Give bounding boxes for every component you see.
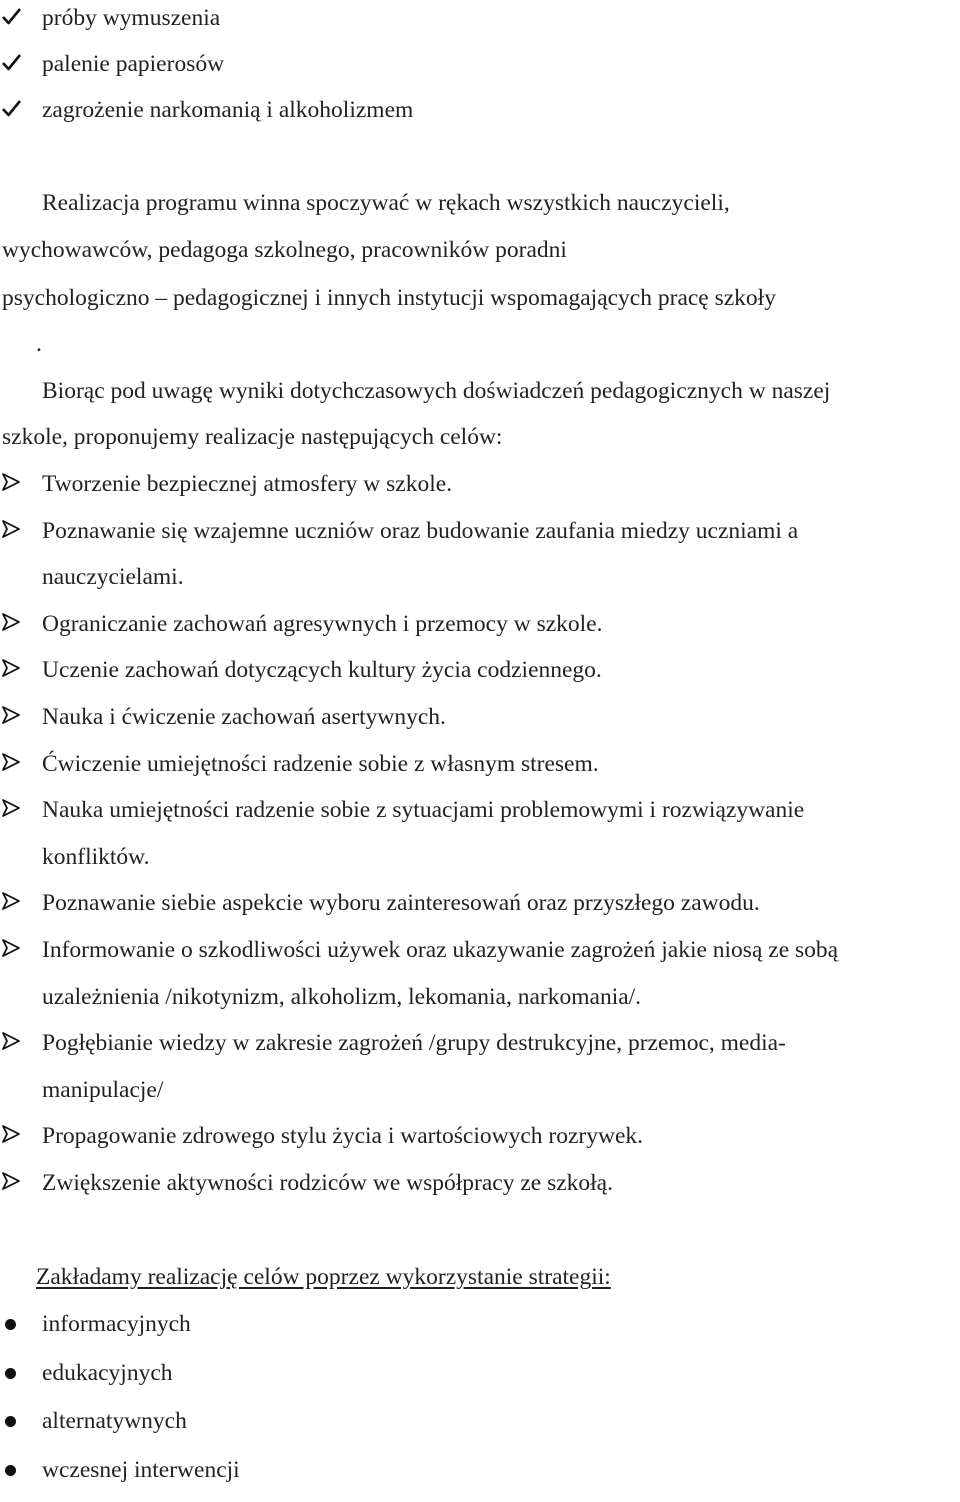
goal-item (0, 795, 960, 842)
checkmark-icon (0, 5, 26, 31)
goal-text: nauczycielami. (42, 564, 184, 591)
arrow-bullet-icon (0, 1123, 26, 1149)
paragraph-line (0, 422, 960, 469)
bullet-icon (5, 1465, 16, 1476)
goal-text: Propagowanie zdrowego stylu życia i wartościowych rozrywek. (42, 1123, 644, 1150)
bullet-icon (5, 1319, 16, 1330)
arrow-bullet-icon (0, 518, 26, 544)
bullet-icon (5, 1368, 16, 1379)
goal-item-continuation (0, 562, 960, 609)
goal-text: Tworzenie bezpiecznej atmosfery w szkole. (42, 471, 453, 497)
goal-item (0, 935, 960, 982)
strategy-item (0, 1358, 960, 1405)
goal-item-continuation (0, 1075, 960, 1122)
checkmark-icon (0, 51, 26, 77)
paragraph-text: Realizacja programu winna spoczywać w rękach wszystkich nauczycieli, (42, 190, 730, 216)
strategies-heading: Zakładamy realizację celów poprzez wykorzystanie strategii: (36, 1264, 611, 1290)
goal-item-continuation (0, 982, 960, 1029)
checklist-item (0, 95, 960, 142)
arrow-bullet-icon (0, 704, 26, 730)
goal-item (0, 609, 960, 656)
goal-item (0, 1121, 960, 1168)
checkmark-icon (0, 97, 26, 123)
checklist-item-text: palenie papierosów (42, 51, 225, 77)
goal-item (0, 1028, 960, 1075)
arrow-bullet-icon (0, 471, 26, 497)
paragraph-line (0, 329, 960, 376)
paragraph-text: . (36, 331, 42, 357)
goal-text: manipulacje/ (42, 1076, 164, 1103)
goal-text: Ograniczanie zachowań agresywnych i przemocy w szkole. (42, 610, 603, 637)
checklist-item-text: zagrożenie narkomanią i alkoholizmem (42, 97, 414, 123)
goal-item (0, 655, 960, 702)
checklist-item (0, 3, 960, 50)
strategy-text: informacyjnych (42, 1311, 191, 1337)
checklist-item-text: próby wymuszenia (42, 5, 221, 31)
bullet-icon (5, 1416, 16, 1427)
arrow-bullet-icon (0, 1170, 26, 1196)
paragraph-text: Biorąc pod uwagę wyniki dotychczasowych doświadczeń pedagogicznych w naszej (42, 378, 831, 404)
goal-text: Pogłębianie wiedzy w zakresie zagrożeń /grupy destrukcyjne, przemoc, media- (42, 1030, 786, 1057)
paragraph-text: psychologiczno – pedagogicznej i innych instytucji wspomagających pracę szkoły (2, 285, 776, 311)
goal-text: konfliktów. (42, 843, 150, 870)
strategy-text: edukacyjnych (42, 1359, 173, 1386)
paragraph-text: wychowawców, pedagoga szkolnego, pracowników poradni (2, 237, 567, 263)
goal-item (0, 469, 960, 516)
arrow-bullet-icon (0, 890, 26, 916)
strategy-text: wczesnej interwencji (42, 1456, 240, 1483)
arrow-bullet-icon (0, 937, 26, 963)
goal-item-continuation (0, 842, 960, 889)
goal-item (0, 1168, 960, 1215)
arrow-bullet-icon (0, 751, 26, 777)
goal-text: Uczenie zachowań dotyczących kultury życia codziennego. (42, 657, 602, 684)
goal-item (0, 516, 960, 563)
goal-text: Ćwiczenie umiejętności radzenie sobie z własnym stresem. (42, 750, 599, 777)
strategy-text: alternatywnych (42, 1408, 187, 1434)
arrow-bullet-icon (0, 1030, 26, 1056)
goal-text: Poznawanie siebie aspekcie wyboru zainteresowań oraz przyszłego zawodu. (42, 890, 760, 917)
arrow-bullet-icon (0, 657, 26, 683)
goal-text: Nauka i ćwiczenie zachowań asertywnych. (42, 704, 446, 730)
paragraph-line (0, 188, 960, 235)
goal-text: Nauka umiejętności radzenie sobie z sytuacjami problemowymi i rozwiązywanie (42, 797, 805, 824)
paragraph-line (0, 376, 960, 423)
goal-item (0, 749, 960, 796)
paragraph-text: szkole, proponujemy realizacje następujących celów: (2, 424, 503, 450)
goal-item (0, 702, 960, 749)
paragraph-line (0, 235, 960, 282)
strategies-heading-line (0, 1262, 960, 1309)
goal-text: Poznawanie się wzajemne uczniów oraz budowanie zaufania miedzy uczniami a (42, 517, 799, 544)
goal-text: Zwiększenie aktywności rodziców we współpracy ze szkołą. (42, 1170, 613, 1196)
goal-item (0, 888, 960, 935)
paragraph-line (0, 283, 960, 330)
strategy-item (0, 1406, 960, 1453)
goal-text: Informowanie o szkodliwości używek oraz ukazywanie zagrożeń jakie niosą ze sobą (42, 937, 839, 963)
arrow-bullet-icon (0, 611, 26, 637)
arrow-bullet-icon (0, 797, 26, 823)
goal-text: uzależnienia /nikotynizm, alkoholizm, lekomania, narkomania/. (42, 983, 642, 1010)
strategy-item (0, 1455, 960, 1502)
checklist-item (0, 49, 960, 96)
strategy-item (0, 1309, 960, 1356)
